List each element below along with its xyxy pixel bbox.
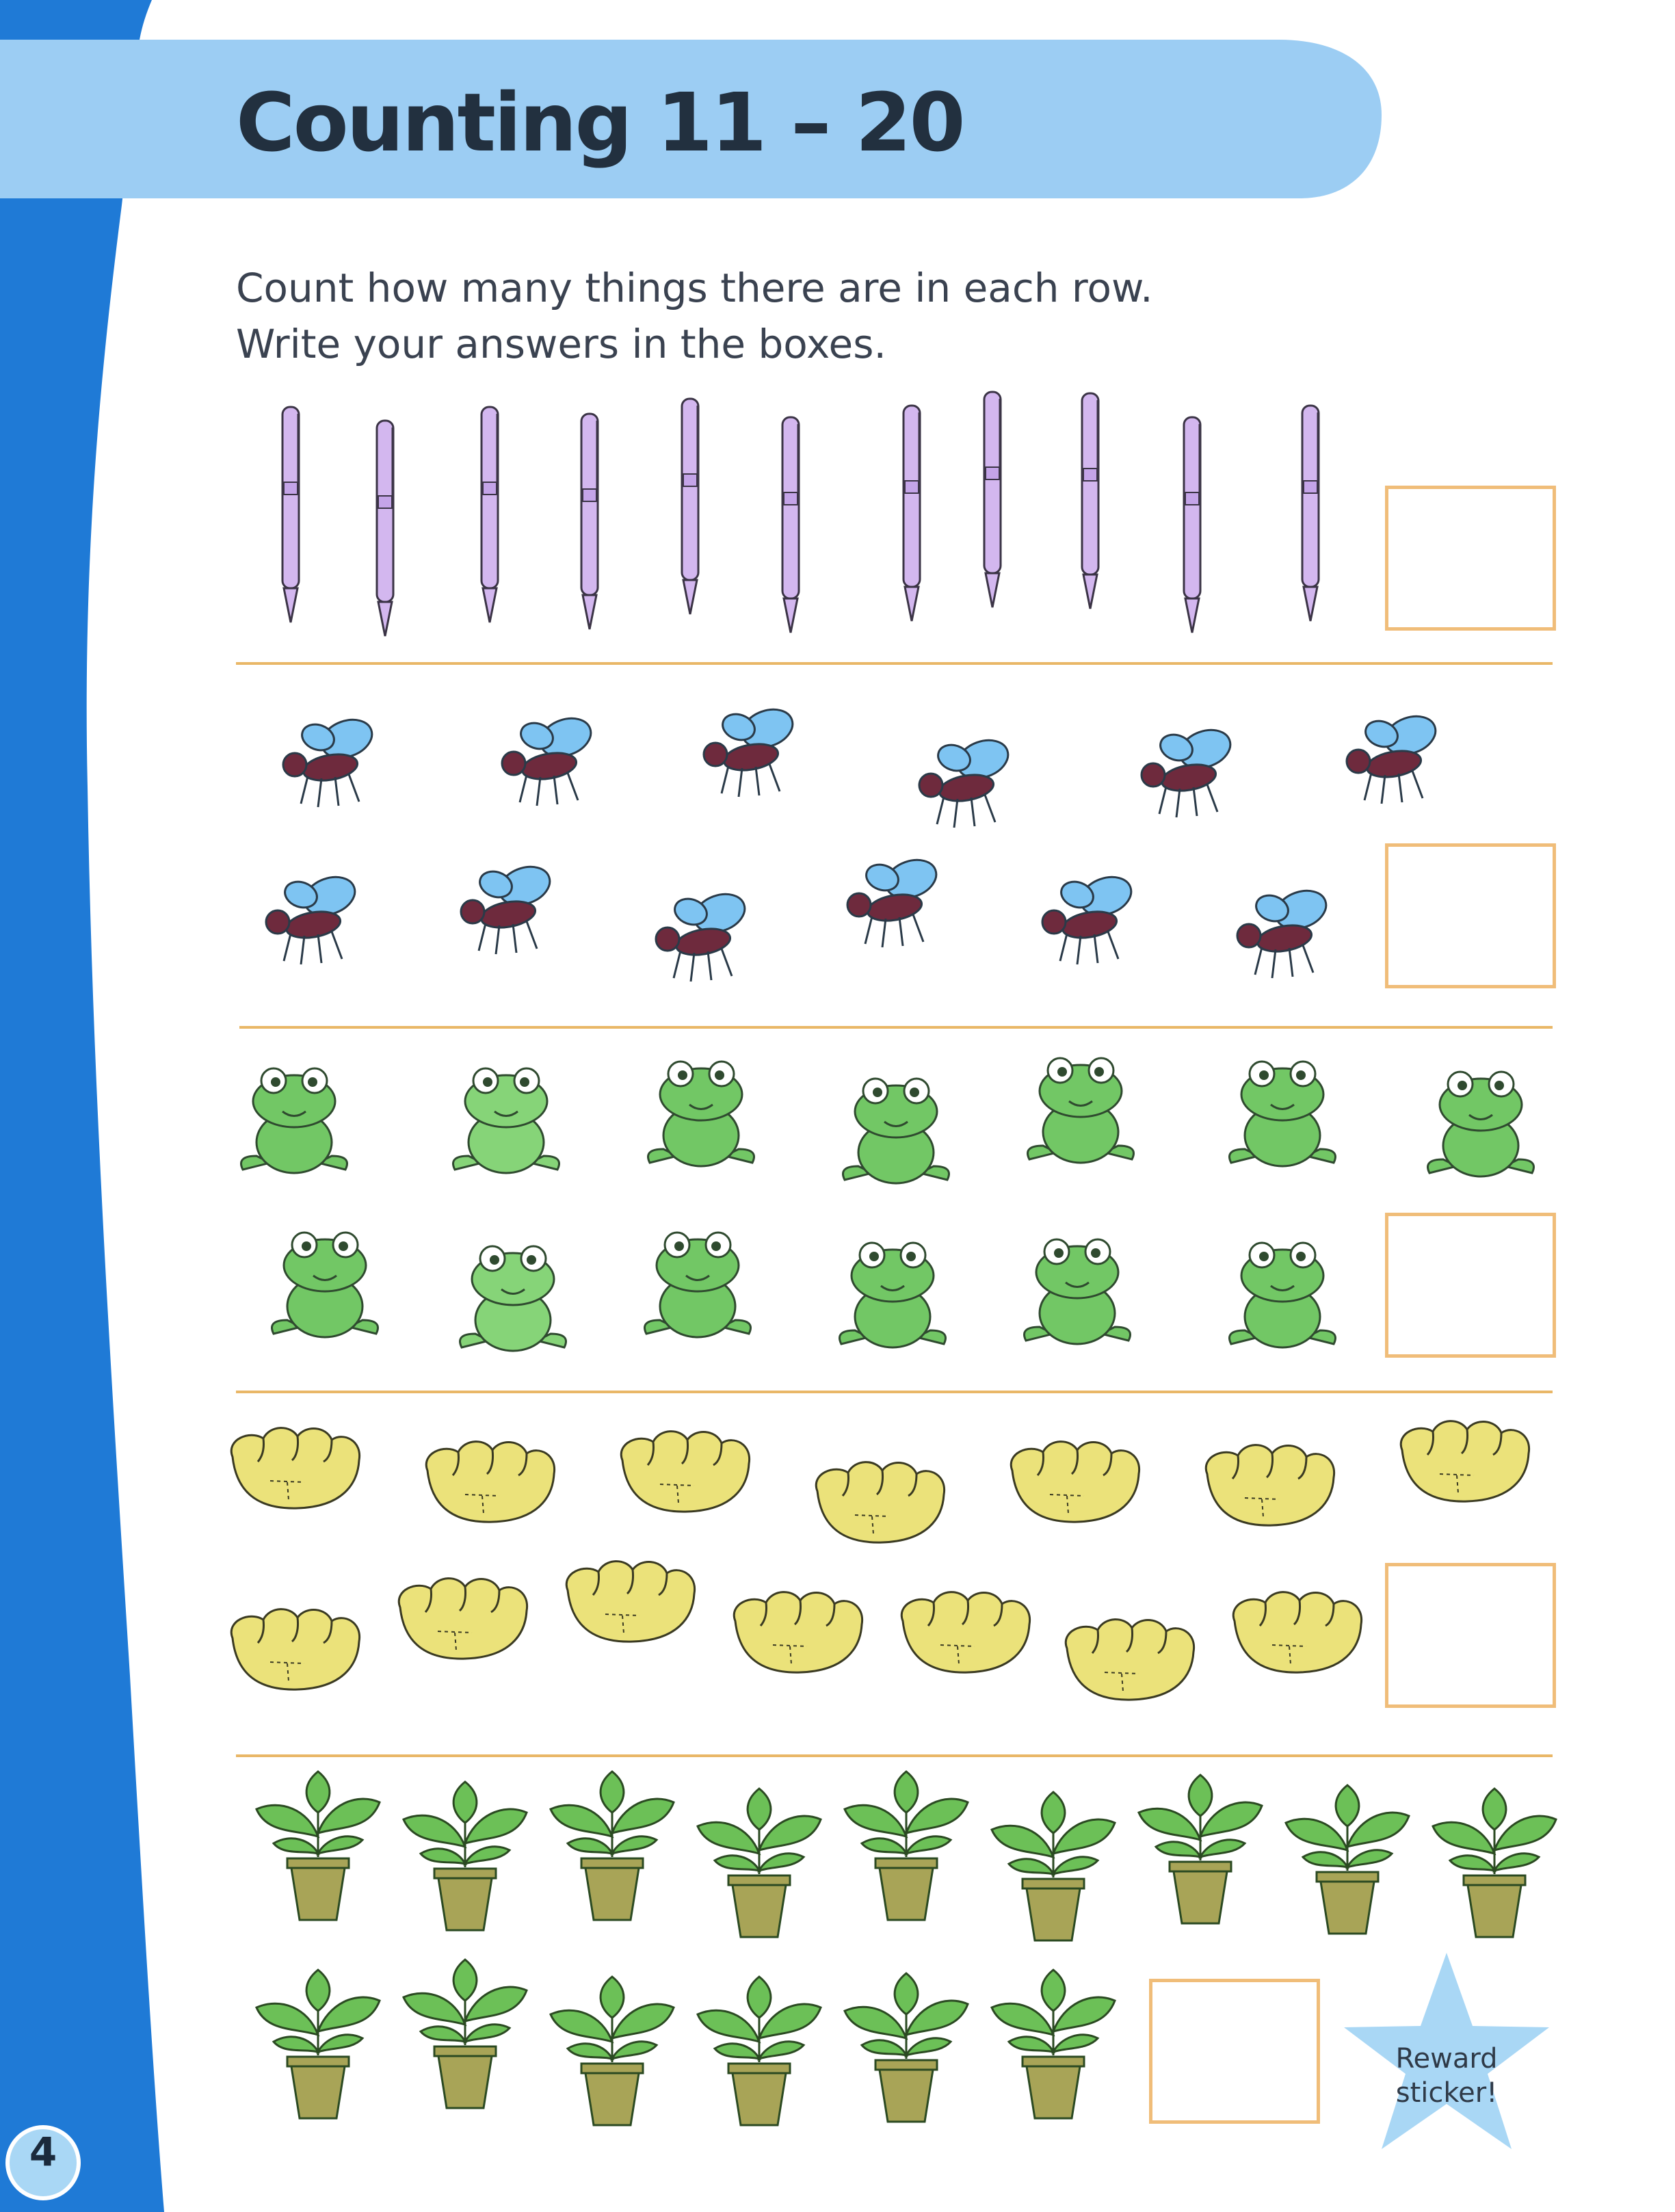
answer-box-bread[interactable] bbox=[1385, 1563, 1556, 1708]
fly-icon bbox=[253, 875, 362, 971]
frog-icon bbox=[1012, 1224, 1142, 1354]
bread-icon bbox=[1224, 1583, 1371, 1679]
fly-icon bbox=[448, 865, 557, 961]
reward-line-2: sticker! bbox=[1395, 2077, 1498, 2109]
pen-icon bbox=[476, 400, 503, 629]
pen-icon bbox=[371, 414, 399, 643]
frog-icon bbox=[448, 1231, 578, 1361]
bread-icon bbox=[1197, 1436, 1344, 1532]
row-divider bbox=[236, 662, 1553, 665]
pen-icon bbox=[777, 410, 804, 640]
page-title: Counting 11 – 20 bbox=[236, 75, 964, 170]
potted-plant-icon bbox=[1282, 1782, 1412, 1939]
bread-icon bbox=[893, 1583, 1040, 1679]
fly-icon bbox=[270, 718, 380, 814]
bread-icon bbox=[557, 1553, 704, 1648]
bread-icon bbox=[1057, 1611, 1204, 1707]
row-divider bbox=[239, 1026, 1553, 1029]
bread-icon bbox=[1392, 1412, 1539, 1508]
potted-plant-icon bbox=[400, 1956, 530, 2114]
frog-icon bbox=[1016, 1043, 1146, 1173]
fly-icon bbox=[1334, 715, 1443, 811]
potted-plant-icon bbox=[547, 1768, 677, 1925]
fly-icon bbox=[1224, 889, 1334, 985]
fly-icon bbox=[691, 708, 800, 804]
fly-icon bbox=[1029, 875, 1139, 971]
frog-icon bbox=[1217, 1228, 1347, 1358]
potted-plant-icon bbox=[253, 1966, 383, 2124]
potted-plant-icon bbox=[694, 1785, 824, 1943]
bread-icon bbox=[222, 1601, 369, 1696]
bread-icon bbox=[390, 1570, 537, 1665]
frog-icon bbox=[229, 1053, 359, 1183]
fly-icon bbox=[643, 893, 752, 988]
frog-icon bbox=[260, 1217, 390, 1347]
potted-plant-icon bbox=[253, 1768, 383, 1925]
frog-icon bbox=[633, 1217, 763, 1347]
answer-box-pens[interactable] bbox=[1385, 486, 1556, 631]
potted-plant-icon bbox=[400, 1778, 530, 1936]
answer-box-flies[interactable] bbox=[1385, 843, 1556, 988]
row-divider bbox=[236, 1391, 1553, 1393]
pen-icon bbox=[1297, 399, 1324, 628]
row-divider bbox=[236, 1754, 1553, 1757]
frog-icon bbox=[828, 1228, 958, 1358]
fly-icon bbox=[834, 858, 944, 954]
fly-icon bbox=[906, 739, 1016, 834]
bread-icon bbox=[807, 1453, 954, 1549]
frog-icon bbox=[831, 1064, 961, 1194]
pen-icon bbox=[898, 399, 925, 628]
potted-plant-icon bbox=[1429, 1785, 1559, 1943]
fly-icon bbox=[489, 717, 598, 813]
reward-line-1: Reward bbox=[1395, 2043, 1498, 2075]
frog-icon bbox=[1416, 1057, 1546, 1187]
bread-icon bbox=[417, 1433, 564, 1529]
potted-plant-icon bbox=[547, 1973, 677, 2131]
page-number: 4 bbox=[29, 2129, 57, 2175]
pen-icon bbox=[1077, 386, 1104, 616]
pen-icon bbox=[1178, 410, 1206, 640]
answer-box-frogs[interactable] bbox=[1385, 1213, 1556, 1358]
frog-icon bbox=[636, 1046, 766, 1176]
answer-box-plants[interactable] bbox=[1149, 1979, 1320, 2124]
bread-icon bbox=[222, 1419, 369, 1515]
potted-plant-icon bbox=[694, 1973, 824, 2131]
bread-icon bbox=[612, 1423, 759, 1518]
reward-sticker-label bbox=[1358, 2042, 1535, 2110]
potted-plant-icon bbox=[841, 1970, 971, 2127]
pen-icon bbox=[979, 385, 1006, 614]
frog-icon bbox=[441, 1053, 571, 1183]
instructions bbox=[236, 260, 1153, 372]
bread-icon bbox=[725, 1583, 872, 1679]
potted-plant-icon bbox=[988, 1789, 1118, 1946]
pen-icon bbox=[277, 400, 304, 629]
fly-icon bbox=[1129, 728, 1238, 824]
pen-icon bbox=[576, 407, 603, 636]
instruction-line-2: Write your answers in the boxes. bbox=[236, 321, 886, 367]
bread-icon bbox=[1002, 1433, 1149, 1529]
pen-icon bbox=[676, 392, 704, 621]
potted-plant-icon bbox=[841, 1768, 971, 1925]
instruction-line-1: Count how many things there are in each row. bbox=[236, 265, 1153, 311]
frog-icon bbox=[1217, 1046, 1347, 1176]
potted-plant-icon bbox=[988, 1966, 1118, 2124]
potted-plant-icon bbox=[1135, 1772, 1265, 1929]
